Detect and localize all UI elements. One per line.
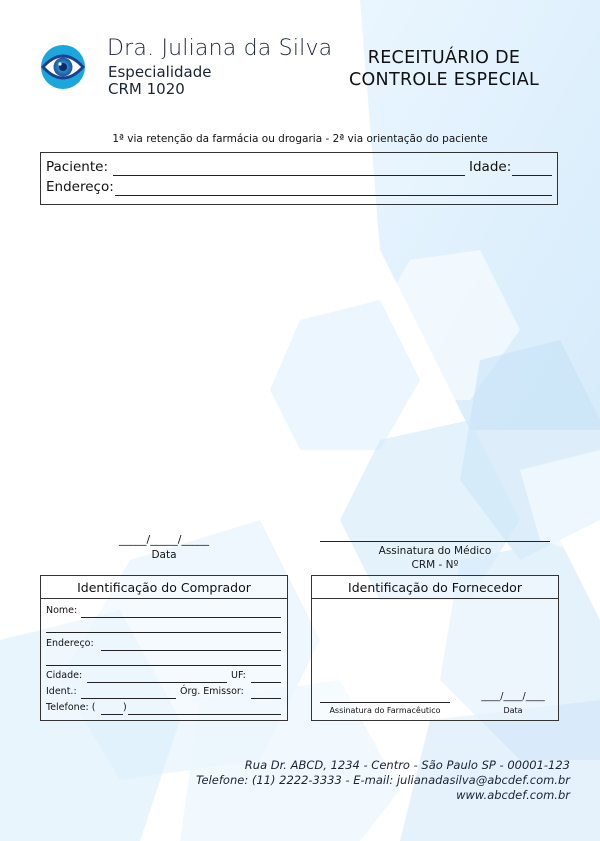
buyer-name-field[interactable] xyxy=(81,617,281,618)
buyer-identification-box xyxy=(40,575,288,721)
supplier-identification-box xyxy=(311,575,559,721)
buyer-ident-field[interactable] xyxy=(81,698,176,699)
buyer-address-field[interactable] xyxy=(101,650,281,651)
eye-icon xyxy=(38,44,88,90)
buyer-phone-label: Telefone: ( xyxy=(46,702,96,713)
age-label: Idade: xyxy=(469,159,512,175)
divider xyxy=(41,598,287,599)
buyer-phone-field[interactable] xyxy=(128,714,281,715)
doctor-signature-line[interactable] xyxy=(320,541,550,542)
address-label: Endereço: xyxy=(46,179,114,195)
footer-address: Rua Dr. ABCD, 1234 - Centro - São Paulo SP - 00001-123 xyxy=(244,758,570,772)
patient-info-box xyxy=(40,152,558,205)
pharmacist-signature-label: Assinatura do Farmacêutico xyxy=(329,706,441,715)
buyer-address-label: Endereço: xyxy=(46,638,94,649)
buyer-name-label: Nome: xyxy=(46,605,78,616)
doctor-signature-label: Assinatura do Médico xyxy=(378,545,492,557)
buyer-uf-label: UF: xyxy=(231,670,246,681)
buyer-address-field-2[interactable] xyxy=(46,665,281,666)
patient-address-field[interactable] xyxy=(115,195,552,196)
patient-name-field[interactable] xyxy=(113,175,465,176)
pharmacist-signature-line[interactable] xyxy=(320,702,450,703)
crm-number-label: CRM - Nº xyxy=(411,559,459,571)
doctor-specialty: Especialidade xyxy=(108,63,212,81)
copy-instructions: 1ª via retenção da farmácia ou drogaria - 2ª via orientação do paciente xyxy=(112,133,488,145)
buyer-name-field-2[interactable] xyxy=(46,632,281,633)
buyer-phone-close: ) xyxy=(123,702,127,713)
date-label: Data xyxy=(151,549,177,561)
doctor-name: Dra. Juliana da Silva xyxy=(107,36,333,61)
prescription-date-field[interactable]: _____/_____/_____ xyxy=(119,533,209,546)
divider xyxy=(312,598,558,599)
buyer-issuer-label: Órg. Emissor: xyxy=(180,686,244,697)
age-field[interactable] xyxy=(512,175,552,176)
buyer-city-label: Cidade: xyxy=(46,670,83,681)
buyer-uf-field[interactable] xyxy=(251,682,281,683)
buyer-city-field[interactable] xyxy=(87,682,227,683)
supplier-box-title: Identificação do Fornecedor xyxy=(348,580,522,595)
supplier-date-label: Data xyxy=(503,706,523,715)
buyer-issuer-field[interactable] xyxy=(251,698,281,699)
buyer-ident-label: Ident.: xyxy=(46,686,77,697)
doctor-crm: CRM 1020 xyxy=(108,80,185,98)
document-title-line1: RECEITUÁRIO DE xyxy=(367,48,521,68)
document-title-line2: CONTROLE ESPECIAL xyxy=(348,70,540,90)
supplier-date-field[interactable]: ____/____/____ xyxy=(481,691,545,702)
footer-contact: Telefone: (11) 2222-3333 - E-mail: julianadasilva@abcdef.com.br xyxy=(195,773,570,787)
buyer-phone-area-field[interactable] xyxy=(101,714,123,715)
patient-label: Paciente: xyxy=(46,159,108,175)
footer-website: www.abcdef.com.br xyxy=(456,788,570,802)
buyer-box-title: Identificação do Comprador xyxy=(77,580,251,595)
